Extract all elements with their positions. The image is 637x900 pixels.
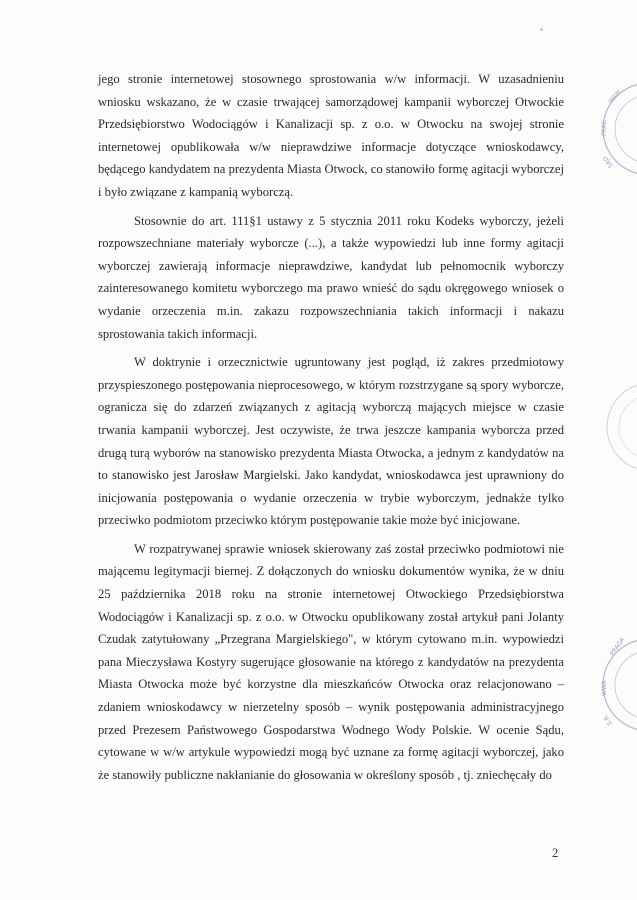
- svg-text:WWA: WWA: [601, 680, 608, 696]
- document-body: [76, 68, 564, 792]
- paragraph-4: W rozpatrywanej sprawie wniosek skierowany zaś został przeciwko podmiotowi nie mającemu legitymacji biernej. Z dołączonych do wniosku dokumentów wynika, że w dniu 25 października 2018 roku na stronie internetowej Otwockiego Przedsiębiorstwa Wodociągów i Kanalizacji sp. z o.o. w Otwocku opublikowany został artykuł pani Jolanty Czudak zatytułowany „Przegrana Margielskiego", w którym cytowano m.in. wypowiedzi pana Mieczysława Kostyry sugerujące głosowanie na którego z kandydatów na prezydenta Miasta Otwocka może być korzystne dla mieszkańców Otwocka oraz relacjonowano – zdaniem wnioskodawcy w nierzetelny sposób – wynik postępowania administracyjnego przed Prezesem Państwowego Gospodarstwa Wodnego Wody Polskie. W ocenie Sądu, cytowane w w/w artykule wypowiedzi mogą być uznane za formę agitacji wyborczej, jako że stanowiły publiczne nakłanianie do głosowania w określony sposób , tj. zniechęcały do: [98, 541, 564, 782]
- scan-speck: [540, 28, 543, 31]
- court-stamp-partial: [597, 74, 637, 184]
- paragraph-1: jego stronie internetowej stosownego sprostowania w/w informacji. W uzasadnieniu wniosku wskazano, że w czasie trwającej samorządowej kampanii wyborczej Otwockie Przedsiębiorstwo Wodociągów i Kanalizacji sp. z o.o. w Otwocku na swojej stronie internetowej opublikowała w/w nieprawdziwe informacje dotyczące wnioskodawcy, będącego kandydatem na prezydenta Miasta Otwock, co stanowiło formę agitacji wyborczej i było związane z kampanią wyborczą.: [98, 72, 564, 199]
- svg-text:PRAGA: PRAGA: [608, 636, 627, 658]
- svg-text:PRAG: PRAG: [601, 119, 608, 136]
- court-stamp-partial: [597, 630, 637, 740]
- svg-text:S.R.: S.R.: [601, 712, 614, 727]
- paragraph-3: W doktrynie i orzecznictwie ugruntowany jest pogląd, iż zakres przedmiotowy przyspieszonego postępowania nieprocesowego, w którym rozstrzygane są spory wyborcze, ogranicza się do zdarzeń związanych z agitacją wyborczą mających miejsce w czasie trwania kampanii wyborczej. Jest oczywiste, że trwa jeszcze kampania wyborcza przed drugą turą wyborów na stanowisko prezydenta Miasta Otwocka, a jednym z kandydatów na to stanowisko jest Jarosław Margielski. Jako kandydat, wnioskodawca jest uprawniony do inicjowania postępowania o wydanie orzeczenia w trybie wyborczym, jednakże tylko przeciwko podmiotom przeciwko którym postępowanie takie może być inicjowane.: [98, 355, 564, 528]
- court-stamp-partial: [597, 372, 637, 482]
- paragraph-2: Stosownie do art. 111§1 ustawy z 5 stycznia 2011 roku Kodeks wyborczy, jeżeli rozpowszechniane materiały wyborcze (...), a także wypowiedzi lub inne formy agitacji wyborczej zawierają informacje nieprawdziwe, kandydat lub pełnomocnik wyborczy zainteresowanego komitetu wyborczego ma prawo wnieść do sądu okręgowego wniosek o wydanie orzeczenia m.in. zakazu rozpowszechniania takich informacji i nakazu sprostowania takich informacji.: [98, 213, 564, 341]
- svg-text:WAW: WAW: [607, 89, 623, 106]
- svg-text:SĄD: SĄD: [601, 154, 615, 169]
- page-number: 2: [552, 846, 559, 860]
